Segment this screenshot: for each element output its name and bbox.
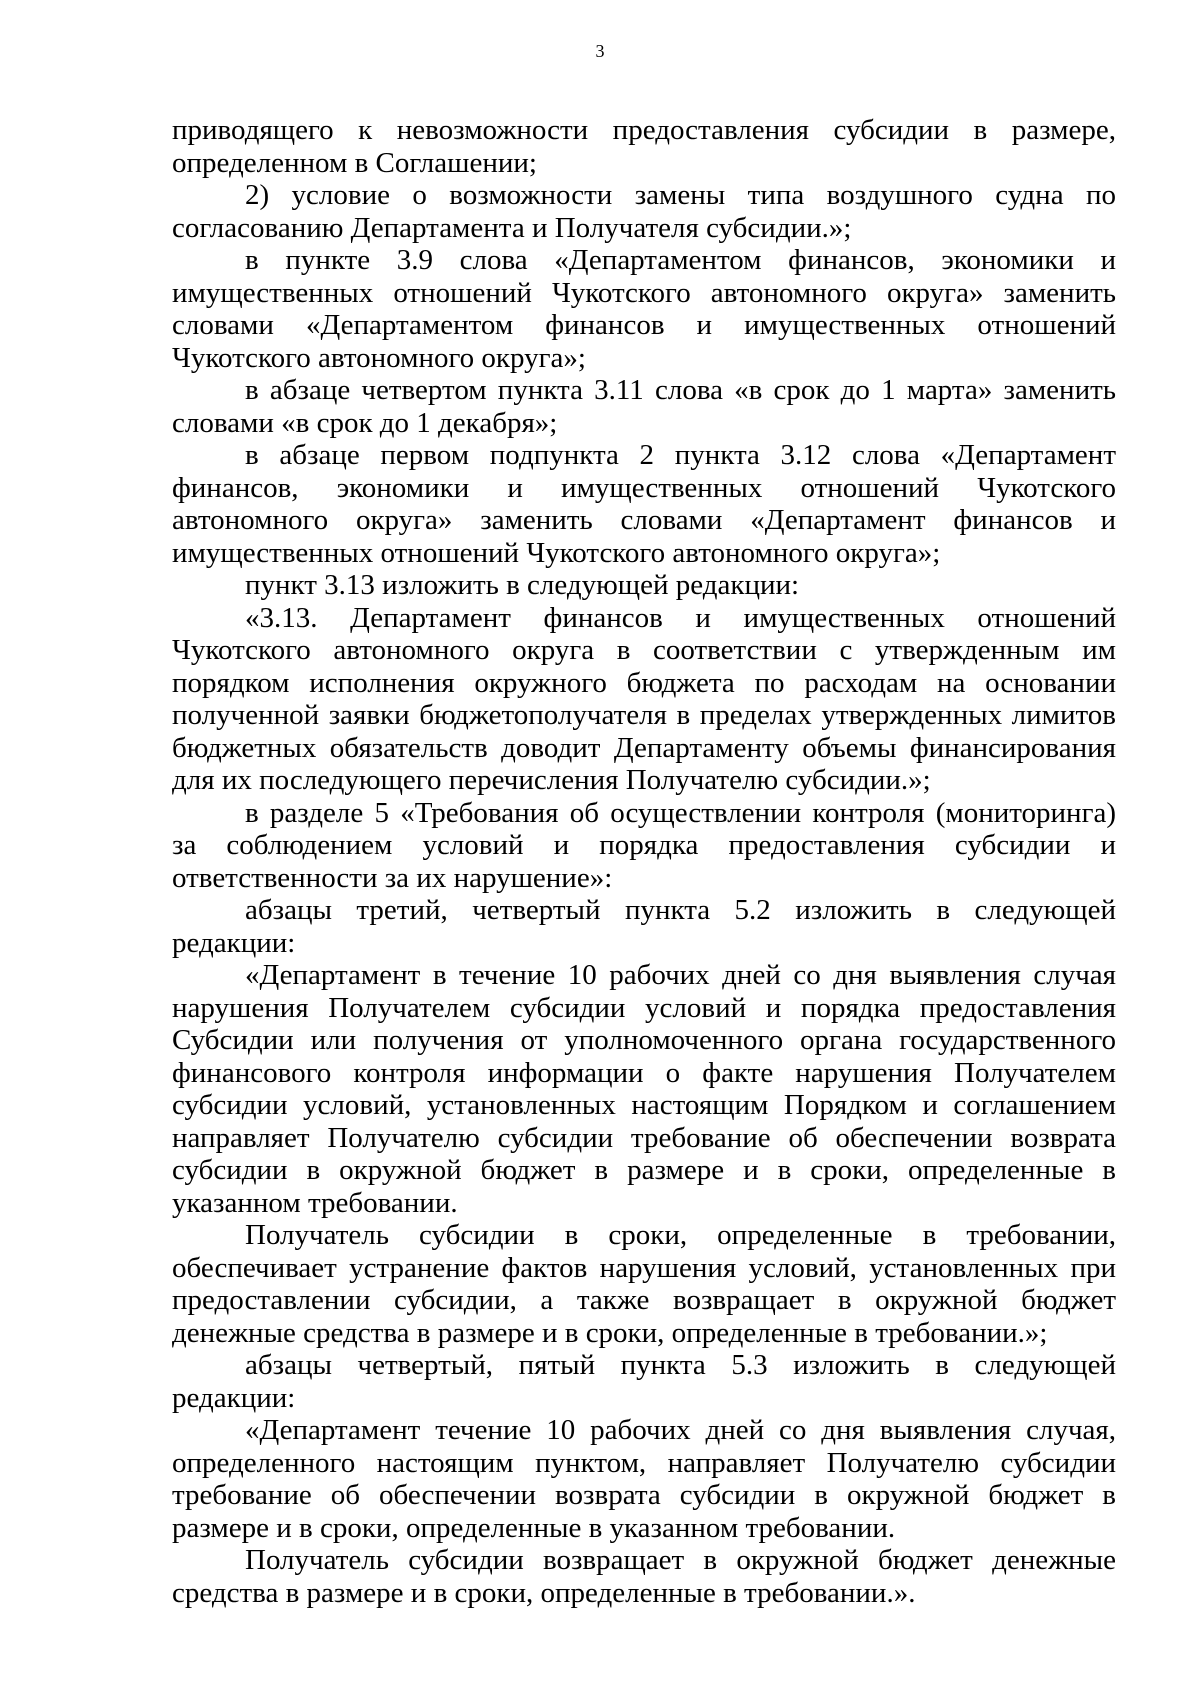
paragraph-7: «3.13. Департамент финансов и имущественных отношений Чукотского автономного округа в соответствии с утвержденным им порядком исполнения окружного бюджета по расходам на основании полученной заявки бюджетополучателя в пределах утвержденных лимитов бюджетных обязательств доводит Департаменту объемы финансирования для их последующего перечисления Получателю субсидии.»; — [172, 601, 1116, 796]
document-body — [172, 114, 1116, 1609]
paragraph-12: абзацы четвертый, пятый пункта 5.3 изложить в следующей редакции: — [172, 1349, 1116, 1414]
paragraph-14: Получатель субсидии возвращает в окружной бюджет денежные средства в размере и в сроки, определенные в требовании.». — [172, 1544, 1116, 1609]
paragraph-13: «Департамент течение 10 рабочих дней со дня выявления случая, определенного настоящим пунктом, направляет Получателю субсидии требование об обеспечении возврата субсидии в окружной бюджет в размере и в сроки, определенные в указанном требовании. — [172, 1414, 1116, 1544]
paragraph-9: абзацы третий, четвертый пункта 5.2 изложить в следующей редакции: — [172, 894, 1116, 959]
paragraph-1: приводящего к невозможности предоставления субсидии в размере, определенном в Соглашении; — [172, 114, 1116, 179]
paragraph-2: 2) условие о возможности замены типа воздушного судна по согласованию Департамента и Получателя субсидии.»; — [172, 179, 1116, 244]
paragraph-4: в абзаце четвертом пункта 3.11 слова «в срок до 1 марта» заменить словами «в срок до 1 декабря»; — [172, 374, 1116, 439]
paragraph-11: Получатель субсидии в сроки, определенные в требовании, обеспечивает устранение фактов нарушения условий, установленных при предоставлении субсидии, а также возвращает в окружной бюджет денежные средства в размере и в сроки, определенные в требовании.»; — [172, 1219, 1116, 1349]
paragraph-8: в разделе 5 «Требования об осуществлении контроля (мониторинга) за соблюдением условий и порядка предоставления субсидии и ответственности за их нарушение»: — [172, 796, 1116, 894]
paragraph-5: в абзаце первом подпункта 2 пункта 3.12 слова «Департамент финансов, экономики и имущественных отношений Чукотского автономного округа» заменить словами «Департамент финансов и имущественных отношений Чукотского автономного округа»; — [172, 439, 1116, 569]
paragraph-10: «Департамент в течение 10 рабочих дней со дня выявления случая нарушения Получателем субсидии условий и порядка предоставления Субсидии или получения от уполномоченного органа государственного финансового контроля информации о факте нарушения Получателем субсидии условий, установленных настоящим Порядком и соглашением направляет Получателю субсидии требование об обеспечении возврата субсидии в окружной бюджет в размере и в сроки, определенные в указанном требовании. — [172, 959, 1116, 1219]
paragraph-3: в пункте 3.9 слова «Департаментом финансов, экономики и имущественных отношений Чукотского автономного округа» заменить словами «Департаментом финансов и имущественных отношений Чукотского автономного округа»; — [172, 244, 1116, 374]
paragraph-6: пункт 3.13 изложить в следующей редакции: — [245, 569, 800, 601]
page-number: 3 — [595, 41, 605, 61]
